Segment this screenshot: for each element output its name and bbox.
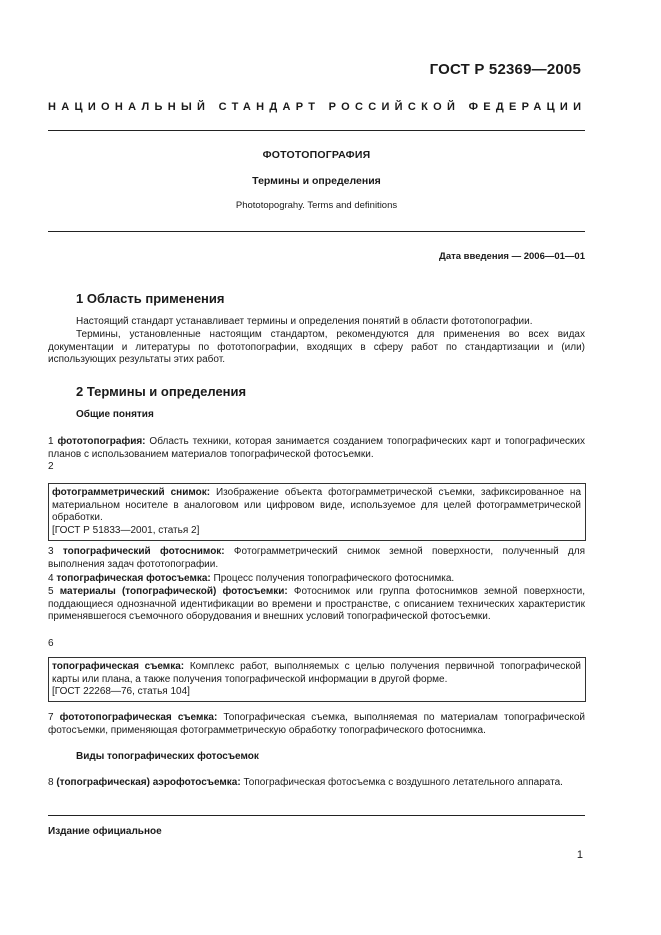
entry-term: топографическая фотосъемка: [56,573,211,584]
english-title: Phototopograhy. Terms and definitions [235,200,398,211]
entry-number: 3 [48,546,63,557]
entry-2-number: 2 [48,461,54,472]
entry-term: фотограмметрический снимок: [52,487,211,498]
entry-2-boxed-definition [48,483,586,541]
page-number: 1 [576,849,583,861]
section-1-paragraph-1: Настоящий стандарт устанавливает термины и определения понятий в области фототопографии. [76,316,533,327]
entry-definition: Изображение объекта фотограмметрической съемки, зафиксированное на материальном носителе в аналоговом или цифровом виде, используемое для целей фотограмметрической обработки. [52,487,581,524]
footer-divider [48,815,585,816]
official-edition-label: Издание официальное [48,826,162,837]
entry-number: 5 [48,586,60,597]
section-1-heading: 1 Область применения [76,291,225,306]
introduction-date: Дата введения — 2006—01—01 [439,251,585,262]
subheading-photo-survey-types: Виды топографических фотосъемок [76,751,259,762]
entry-6-boxed-definition [48,657,586,702]
entry-term: материалы (топографической) фотосъемки: [59,586,288,597]
top-divider [48,130,585,131]
entry-number: 8 [48,777,57,788]
entry-3 [48,546,585,571]
entry-number: 1 [48,436,58,447]
section-2-heading: 2 Термины и определения [76,384,247,399]
entry-definition: Процесс получения топографического фотоснимка. [210,573,455,584]
entry-5 [48,586,585,624]
entry-definition: Фотограмметрический снимок земной поверхности, полученный для выполнения задач фототопографии. [48,546,586,570]
entry-7 [48,712,585,737]
entry-reference: [ГОСТ 22268—76, статья 104] [52,686,190,698]
title-divider [48,231,585,232]
entry-term: фототопография: [57,436,146,447]
entry-reference: [ГОСТ Р 51833—2001, статья 2] [52,525,200,537]
entry-number: 4 [48,573,57,584]
entry-definition: Область техники, которая занимается созданием топографических карт и топографических планов с использованием материалов топографической фотосъемки. [48,436,585,460]
document-number: ГОСТ Р 52369—2005 [429,61,581,78]
entry-term: топографический фотоснимок: [62,546,225,557]
entry-1 [48,436,585,461]
subheading-general-concepts: Общие понятия [76,409,154,420]
national-standard-heading: НАЦИОНАЛЬНЫЙ СТАНДАРТ РОССИЙСКОЙ ФЕДЕРАЦИИ [48,101,587,113]
entry-8 [48,777,585,790]
entry-definition: Топографическая фотосъемка с воздушного летательного аппарата. [240,777,563,788]
standard-title: ФОТОТОПОГРАФИЯ [262,149,371,161]
entry-6-number: 6 [48,638,54,649]
entry-term: фототопографическая съемка: [59,712,218,723]
entry-number: 7 [48,712,60,723]
entry-term: (топографическая) аэрофотосъемка: [56,777,241,788]
section-1-paragraph-2: Термины, установленные настоящим стандартом, рекомендуются для применения во всех видах документации и литературы по фототопографии, входящих в сферу работ по стандартизации и (или) использующих результаты этих работ. [48,329,585,366]
entry-definition: Топографическая съемка, выполняемая по материалам топографической фотосъемки, применяющая фотограмметрическую обработку топографического фотоснимка. [48,712,585,736]
entry-4 [48,573,585,586]
entry-definition: Комплекс работ, выполняемых с целью получения первичной топографической карты или плана, а также получения топографической информации в другой форме. [52,661,581,685]
entry-term: топографическая съемка: [52,661,185,672]
standard-subtitle: Термины и определения [252,175,381,187]
entry-definition: Фотоснимок или группа фотоснимков земной поверхности, поддающиеся однозначной идентификации во времени и пространстве, с описанием технических характеристик применявшегося съемочного оборудования и внешних условий топографической фотосъемки. [48,586,585,623]
